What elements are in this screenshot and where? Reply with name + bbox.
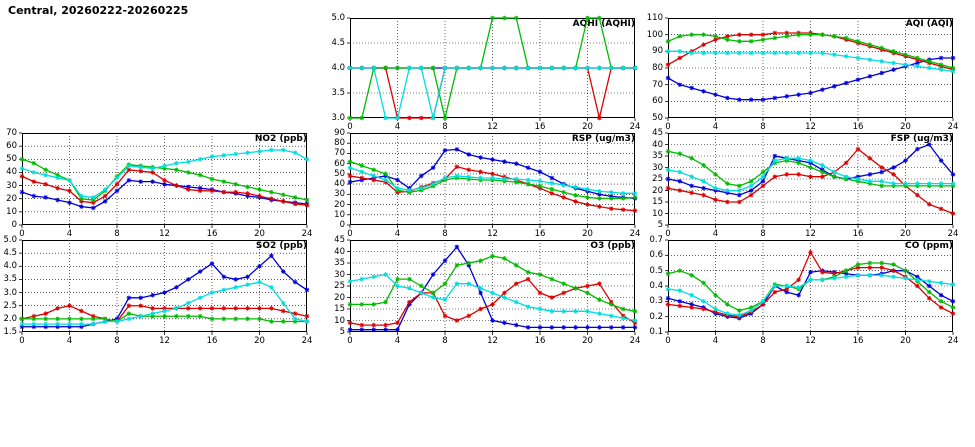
y-tick-label: 70	[334, 148, 345, 159]
x-tick-label: 0	[347, 229, 353, 239]
plot-title-no2: NO2 (ppb)	[254, 134, 307, 144]
y-tick-label: 10	[334, 315, 345, 326]
y-tick-label: 3.0	[3, 287, 17, 298]
y-tick-label: 25	[334, 281, 345, 291]
y-tick-label: 0	[11, 220, 17, 230]
plot-title-aqhi: AQHI (AQHI)	[572, 19, 635, 29]
chart-panel-rsp	[328, 121, 643, 243]
y-tick-label: 0.5	[649, 265, 663, 276]
y-tick-label: 3.0	[331, 113, 345, 123]
y-tick-label: 100	[646, 29, 663, 40]
x-tick-label: 8	[760, 336, 766, 346]
plot-title-co: CO (ppm)	[905, 241, 953, 251]
x-tick-label: 16	[852, 229, 864, 239]
y-tick-label: 90	[652, 46, 663, 57]
x-tick-label: 12	[805, 229, 816, 239]
x-tick-label: 24	[301, 336, 313, 346]
x-tick-label: 12	[487, 229, 498, 239]
y-tick-label: 4.5	[3, 248, 17, 259]
x-tick-label: 24	[301, 229, 313, 239]
y-tick-label: 40	[334, 179, 345, 190]
plot-title-o3: O3 (ppb)	[590, 241, 635, 251]
x-tick-label: 8	[442, 336, 448, 346]
x-tick-label: 4	[66, 336, 73, 346]
x-tick-label: 12	[805, 336, 816, 346]
x-tick-label: 16	[206, 229, 218, 239]
x-tick-label: 20	[900, 229, 911, 239]
x-tick-label: 16	[852, 336, 864, 346]
x-tick-label: 4	[712, 336, 719, 346]
y-tick-label: 20	[652, 185, 663, 196]
y-tick-label: 0.7	[649, 235, 663, 245]
y-tick-label: 20	[6, 193, 17, 204]
x-tick-label: 24	[947, 229, 959, 239]
y-tick-label: 30	[334, 189, 345, 200]
y-tick-label: 3.5	[331, 88, 345, 98]
x-tick-label: 0	[347, 122, 353, 132]
page-title: Central, 20260222-20260225	[8, 4, 189, 17]
chart-panel-no2	[0, 121, 315, 243]
y-tick-label: 40	[6, 167, 17, 178]
chart-panel-o3	[328, 228, 643, 350]
x-tick-label: 24	[629, 336, 641, 346]
y-tick-label: 90	[334, 128, 345, 138]
x-tick-label: 0	[19, 229, 25, 239]
x-tick-label: 12	[159, 229, 170, 239]
y-tick-label: 30	[334, 269, 345, 280]
y-tick-label: 0.1	[649, 327, 663, 337]
x-tick-label: 24	[629, 122, 641, 132]
y-tick-label: 45	[652, 128, 663, 138]
plot-svg-o3	[328, 228, 643, 350]
y-tick-label: 0	[339, 220, 345, 230]
x-tick-label: 20	[900, 336, 911, 346]
x-tick-label: 8	[114, 336, 120, 346]
y-tick-label: 40	[334, 246, 345, 257]
y-tick-label: 20	[334, 292, 345, 303]
x-tick-label: 16	[852, 122, 864, 132]
y-tick-label: 4.0	[3, 261, 17, 272]
plot-svg-no2	[0, 121, 315, 243]
plot-svg-rsp	[328, 121, 643, 243]
y-tick-label: 2.5	[3, 300, 17, 311]
y-tick-label: 4.5	[331, 38, 345, 48]
x-tick-label: 12	[159, 336, 170, 346]
x-tick-label: 0	[19, 336, 25, 346]
chart-panel-aqhi	[328, 6, 643, 136]
y-tick-label: 5.0	[3, 235, 17, 245]
x-tick-label: 16	[534, 122, 546, 132]
plot-title-rsp: RSP (ug/m3)	[571, 134, 635, 144]
x-tick-label: 12	[805, 122, 816, 132]
y-tick-label: 5.0	[331, 13, 345, 23]
x-tick-label: 4	[394, 229, 401, 239]
x-tick-label: 16	[534, 229, 546, 239]
y-tick-label: 30	[652, 162, 663, 173]
y-tick-label: 5	[339, 327, 345, 337]
chart-panel-aqi	[646, 6, 961, 136]
plot-title-so2: SO2 (ppb)	[255, 241, 307, 251]
y-tick-label: 0.4	[649, 281, 663, 291]
y-tick-label: 20	[334, 199, 345, 210]
y-tick-label: 15	[334, 304, 345, 314]
y-tick-label: 0.3	[649, 296, 663, 307]
x-tick-label: 20	[582, 229, 593, 239]
y-tick-label: 40	[652, 139, 663, 150]
x-tick-label: 4	[66, 229, 73, 239]
y-tick-label: 50	[6, 154, 17, 165]
y-tick-label: 10	[6, 206, 17, 217]
chart-panel-fsp	[646, 121, 961, 243]
y-tick-label: 80	[334, 138, 345, 149]
x-tick-label: 8	[442, 229, 448, 239]
plot-svg-aqhi	[328, 6, 643, 136]
y-tick-label: 25	[652, 174, 663, 184]
x-tick-label: 4	[394, 336, 401, 346]
x-tick-label: 16	[206, 336, 218, 346]
y-tick-label: 4.0	[331, 63, 345, 73]
y-tick-label: 45	[334, 235, 345, 245]
x-tick-label: 24	[947, 336, 959, 346]
y-tick-label: 0.6	[649, 250, 663, 261]
plot-svg-fsp	[646, 121, 961, 243]
y-tick-label: 30	[6, 180, 17, 191]
x-tick-label: 4	[712, 122, 719, 132]
x-tick-label: 8	[114, 229, 120, 239]
x-tick-label: 8	[760, 122, 766, 132]
plot-title-fsp: FSP (ug/m3)	[890, 134, 953, 144]
x-tick-label: 12	[487, 122, 498, 132]
y-tick-label: 35	[652, 151, 663, 161]
plot-svg-so2	[0, 228, 315, 350]
x-tick-label: 8	[442, 122, 448, 132]
y-tick-label: 10	[652, 208, 663, 219]
plot-svg-aqi	[646, 6, 961, 136]
y-tick-label: 1.5	[3, 327, 17, 337]
y-tick-label: 60	[334, 158, 345, 169]
x-tick-label: 20	[582, 122, 593, 132]
plot-svg-co	[646, 228, 961, 350]
x-tick-label: 24	[629, 229, 641, 239]
x-tick-label: 24	[947, 122, 959, 132]
y-tick-label: 80	[652, 63, 663, 73]
x-tick-label: 0	[347, 336, 353, 346]
y-tick-label: 110	[646, 13, 663, 23]
x-tick-label: 8	[760, 229, 766, 239]
y-tick-label: 70	[652, 79, 663, 90]
y-tick-label: 3.5	[3, 274, 17, 285]
x-tick-label: 0	[665, 229, 671, 239]
y-tick-label: 50	[652, 113, 663, 123]
y-tick-label: 35	[334, 258, 345, 268]
x-tick-label: 0	[665, 122, 671, 132]
x-tick-label: 4	[394, 122, 401, 132]
x-tick-label: 20	[254, 229, 265, 239]
y-tick-label: 60	[652, 96, 663, 107]
x-tick-label: 20	[254, 336, 265, 346]
chart-panel-co	[646, 228, 961, 350]
x-tick-label: 12	[487, 336, 498, 346]
y-tick-label: 5	[657, 220, 663, 230]
y-tick-label: 60	[6, 141, 17, 152]
y-tick-label: 15	[652, 197, 663, 207]
y-tick-label: 70	[6, 128, 17, 138]
y-tick-label: 10	[334, 209, 345, 220]
x-tick-label: 4	[712, 229, 719, 239]
y-tick-label: 50	[334, 168, 345, 179]
y-tick-label: 2.0	[3, 313, 17, 324]
chart-panel-so2	[0, 228, 315, 350]
x-tick-label: 20	[582, 336, 593, 346]
y-tick-label: 0.2	[649, 311, 663, 322]
plot-title-aqi: AQI (AQI)	[905, 19, 953, 29]
x-tick-label: 16	[534, 336, 546, 346]
x-tick-label: 20	[900, 122, 911, 132]
x-tick-label: 0	[665, 336, 671, 346]
